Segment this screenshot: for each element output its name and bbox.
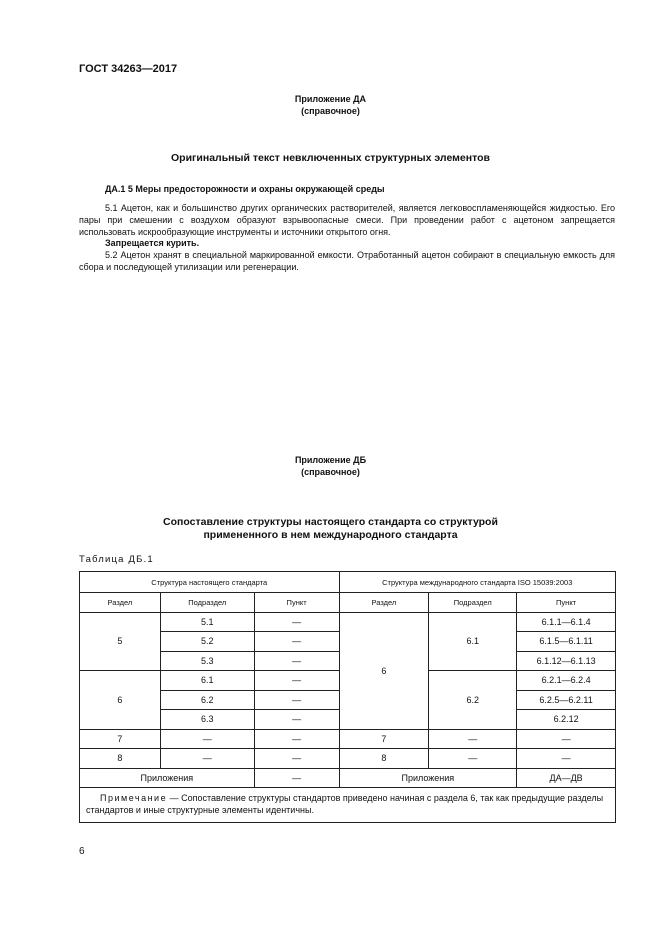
appendix-b-subtitle: (справочное) <box>301 467 360 477</box>
table-cell: — <box>254 729 339 749</box>
table-cell: — <box>254 651 339 671</box>
table-cell: — <box>160 729 254 749</box>
table-cell: 6.2.12 <box>517 710 616 730</box>
table-cell: 6 <box>339 612 429 729</box>
comparison-table <box>79 571 616 823</box>
table-cell: — <box>254 632 339 652</box>
table-cell: ДА—ДВ <box>517 768 616 788</box>
table-cell: — <box>517 729 616 749</box>
table-cell: 5 <box>80 612 161 671</box>
table-cell: 6.3 <box>160 710 254 730</box>
table-cell: 6.1.12—6.1.13 <box>517 651 616 671</box>
table-cell: 6.1 <box>160 671 254 691</box>
table-group-header-row <box>80 572 616 593</box>
table-cell: — <box>160 749 254 769</box>
section-heading: ДА.1 5 Меры предосторожности и охраны окружающей среды <box>105 184 385 194</box>
table-cell: 6.1 <box>429 612 517 671</box>
table-cell: 6.2 <box>160 690 254 710</box>
group-header-left: Структура настоящего стандарта <box>80 572 340 593</box>
table-cell: — <box>429 729 517 749</box>
table-cell: Приложения <box>80 768 255 788</box>
table-cell: 6.2.1—6.2.4 <box>517 671 616 691</box>
table-row <box>80 612 616 632</box>
note-label: Примечание <box>100 793 168 803</box>
table-cell: 8 <box>339 749 429 769</box>
table-cell: — <box>254 749 339 769</box>
table-note-row <box>80 788 616 823</box>
document-header: ГОСТ 34263—2017 <box>79 63 178 75</box>
table-cell: — <box>517 749 616 769</box>
table-cell: — <box>254 612 339 632</box>
group-header-right: Структура международного стандарта ISO 15039:2003 <box>339 572 616 593</box>
col-header-razdel: Раздел <box>80 593 161 613</box>
table-cell: 8 <box>80 749 161 769</box>
appendix-a-subtitle: (справочное) <box>301 106 360 116</box>
col-header-podrazdel: Подраздел <box>160 593 254 613</box>
table-column-header-row <box>80 593 616 613</box>
paragraph-5-2: 5.2 Ацетон хранят в специальной маркированной емкости. Отработанный ацетон собирают в специальную емкость для сбора и последующей утилизации или регенерации. <box>79 250 615 272</box>
table-note <box>80 788 616 823</box>
table-cell: 7 <box>80 729 161 749</box>
table-cell: — <box>254 768 339 788</box>
table-row <box>80 768 616 788</box>
appendix-b-title: Приложение ДБ <box>294 455 367 465</box>
table-cell: 5.2 <box>160 632 254 652</box>
appendix-a-title: Приложение ДА <box>294 94 367 104</box>
table-cell: 6.2 <box>429 671 517 730</box>
table-cell: 6.1.5—6.1.11 <box>517 632 616 652</box>
appendix-b-heading-line1: Сопоставление структуры настоящего стандарта со структурой <box>163 516 498 528</box>
appendix-b-heading-line2: примененного в нем международного стандарта <box>203 529 458 541</box>
appendix-a-heading: Оригинальный текст невключенных структурных элементов <box>171 152 490 164</box>
table-label: Таблица ДБ.1 <box>79 554 154 565</box>
table-cell: 6.2.5—6.2.11 <box>517 690 616 710</box>
col-header-razdel-intl: Раздел <box>339 593 429 613</box>
note-text: — Сопоставление структуры стандартов приведено начиная с раздела 6, так как предыдущие разделы стандартов и иные структурные элементы идентичны. <box>86 793 604 815</box>
table-cell: 6 <box>80 671 161 730</box>
table-cell: — <box>254 690 339 710</box>
table-cell: 5.3 <box>160 651 254 671</box>
page-number: 6 <box>79 846 85 857</box>
table-cell: 7 <box>339 729 429 749</box>
table-row <box>80 729 616 749</box>
warning-text: Запрещается курить. <box>105 238 200 248</box>
table-row <box>80 749 616 769</box>
table-cell: Приложения <box>339 768 517 788</box>
col-header-podrazdel-intl: Подраздел <box>429 593 517 613</box>
table-cell: — <box>429 749 517 769</box>
table-cell: 5.1 <box>160 612 254 632</box>
col-header-punkt-intl: Пункт <box>517 593 616 613</box>
table-cell: — <box>254 710 339 730</box>
paragraph-5-1: 5.1 Ацетон, как и большинство других органических растворителей, является легковоспламеняющейся жидкостью. Его пары при смешении с воздухом образуют взрывоопасные смеси. При проведении работ с ацетоном запрещается использовать искрообразующие инструменты и источники открытого огня. <box>79 203 615 237</box>
col-header-punkt: Пункт <box>254 593 339 613</box>
table-cell: — <box>254 671 339 691</box>
table-cell: 6.1.1—6.1.4 <box>517 612 616 632</box>
